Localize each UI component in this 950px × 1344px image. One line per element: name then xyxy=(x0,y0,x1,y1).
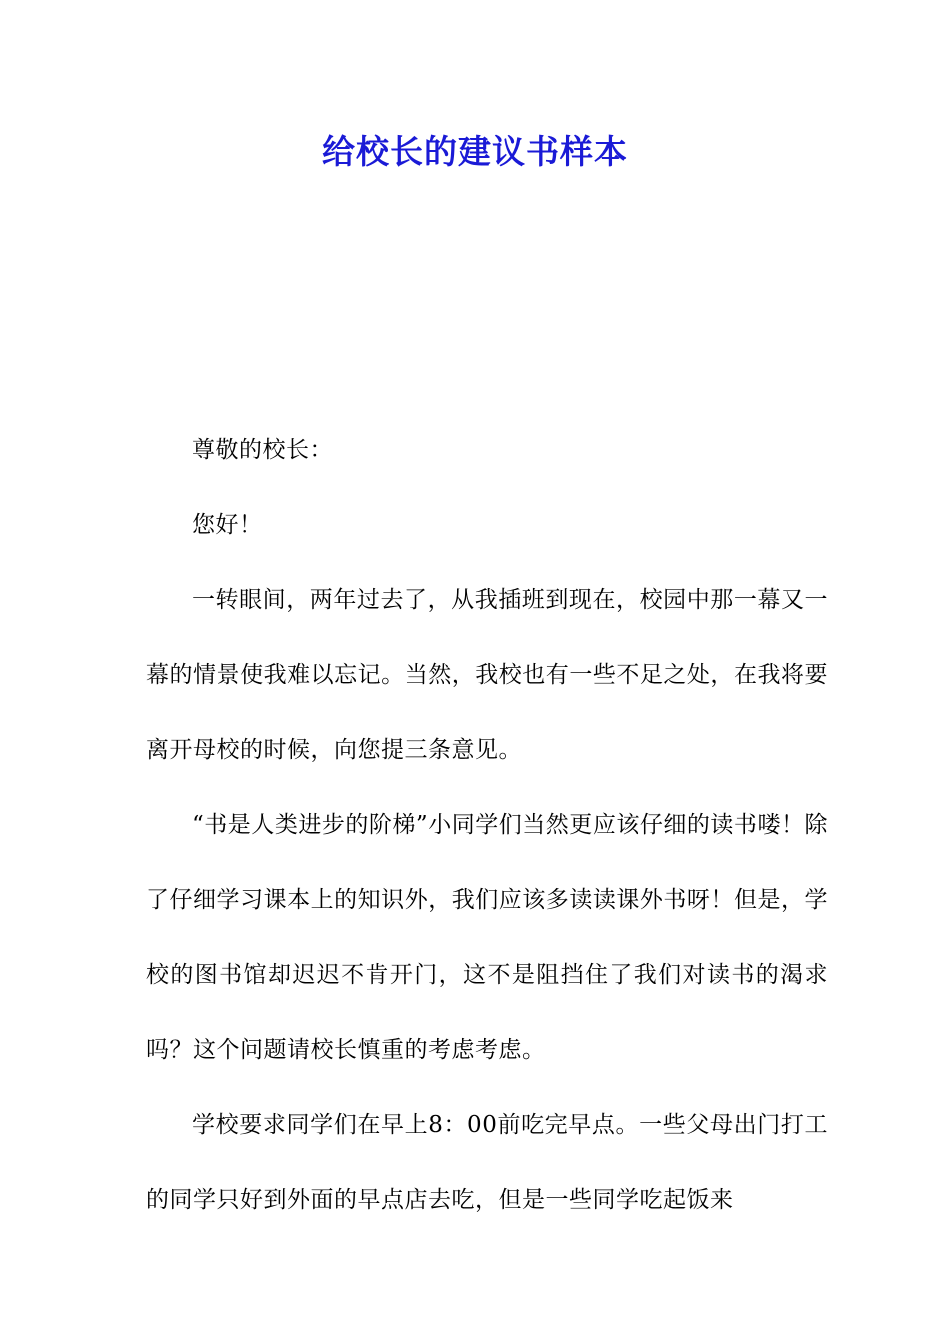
paragraph-library: “书是人类进步的阶梯”小同学们当然更应该仔细的读书喽！除了仔细学习课本上的知识外，我们应该多读读课外书呀！但是，学校的图书馆却迟迟不肯开门，这不是阻挡住了我们对读书的渴求吗？这个问题请校长慎重的考虑考虑。 xyxy=(146,812,828,1063)
document-body xyxy=(146,413,828,1238)
paragraph-intro: 一转眼间，两年过去了，从我插班到现在，校园中那一幕又一幕的情景使我难以忘记。当然，我校也有一些不足之处，在我将要离开母校的时候，向您提三条意见。 xyxy=(146,587,828,763)
paragraph-breakfast: 学校要求同学们在早上8：00前吃完早点。一些父母出门打工的同学只好到外面的早点店去吃，但是一些同学吃起饭来 xyxy=(146,1112,828,1213)
greeting: 您好！ xyxy=(192,512,263,538)
document-title: 给校长的建议书样本 xyxy=(322,132,628,171)
salutation: 尊敬的校长： xyxy=(192,437,333,463)
